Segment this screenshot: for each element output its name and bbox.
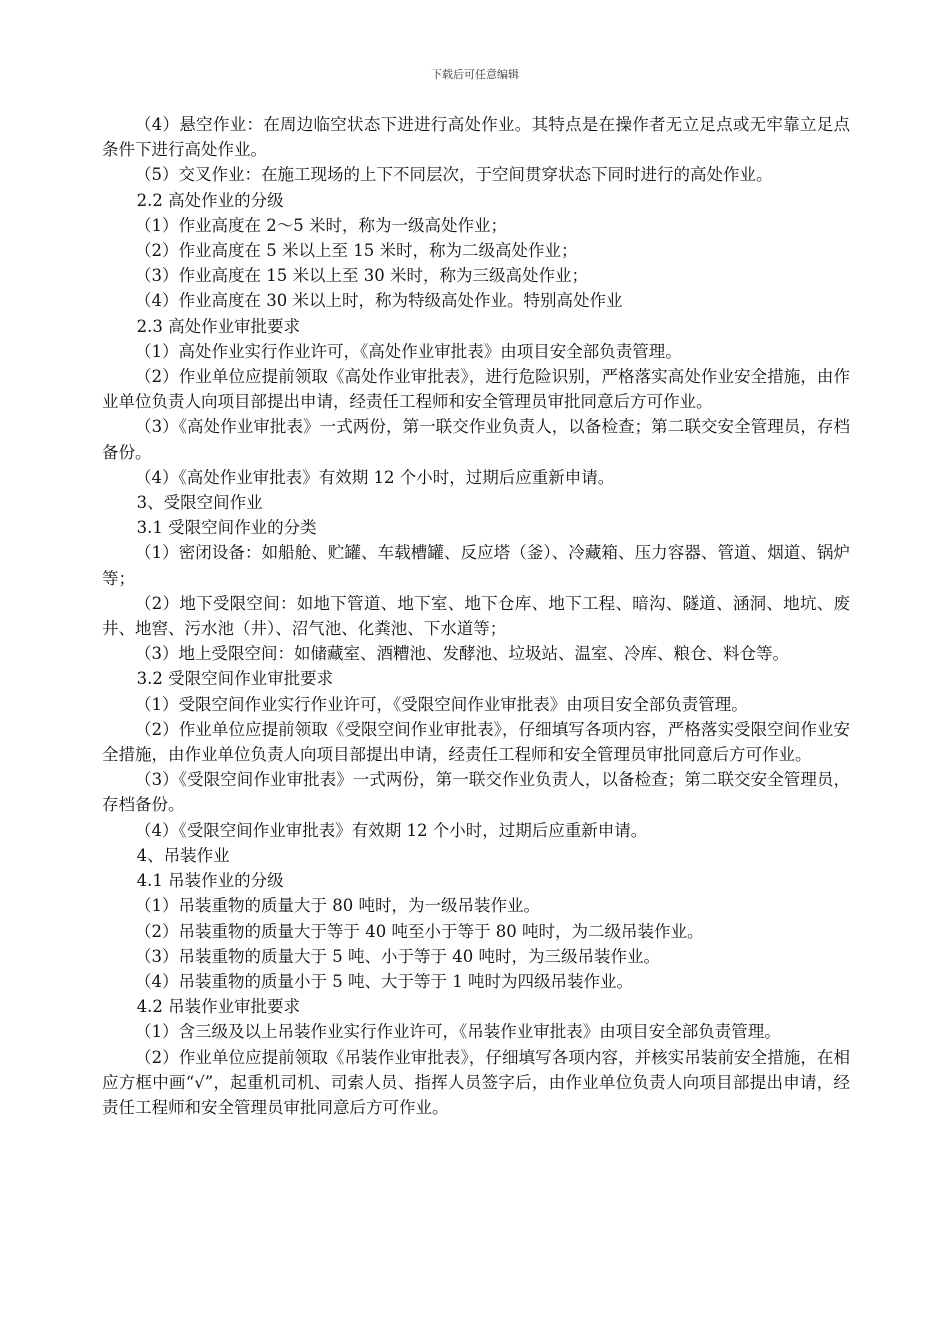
section-heading: 3.1 受限空间作业的分类 xyxy=(136,518,317,538)
body-paragraph: （2）作业单位应提前领取《吊装作业审批表》，仔细填写各项内容，并核实吊装前安全措施，在相应方框中画“√”，起重机司机、司索人员、指挥人员签字后，由作业单位负责人向项目部提出申请，经责任工程师和安全管理员审批同意后方可作业。 xyxy=(102,1047,850,1117)
body-paragraph: （3）吊装重物的质量大于 5 吨、小于等于 40 吨时，为三级吊装作业。 xyxy=(135,946,660,966)
body-paragraph: （4）悬空作业：在周边临空状态下进进行高处作业。其特点是在操作者无立足点或无牢靠立足点条件下进行高处作业。 xyxy=(102,115,850,160)
section-heading: 2.2 高处作业的分级 xyxy=(136,190,284,210)
body-paragraph: （3）《高处作业审批表》一式两份，第一联交作业负责人，以备检查；第二联交安全管理员，存档备份。 xyxy=(102,417,850,462)
body-paragraph: （2）地下受限空间：如地下管道、地下室、地下仓库、地下工程、暗沟、隧道、涵洞、地坑、废井、地窖、污水池（井）、沼气池、化粪池、下水道等； xyxy=(102,593,850,639)
body-paragraph: （3）地上受限空间：如储藏室、酒糟池、发酵池、垃圾站、温室、冷库、粮仓、料仓等。 xyxy=(135,644,789,664)
body-paragraph: （2）作业单位应提前领取《高处作业审批表》，进行危险识别，严格落实高处作业安全措施，由作业单位负责人向项目部提出申请，经责任工程师和安全管理员审批同意后方可作业。 xyxy=(102,367,850,412)
body-paragraph: （1）含三级及以上吊装作业实行作业许可，《吊装作业审批表》由项目安全部负责管理。 xyxy=(135,1022,781,1042)
body-paragraph: （3）作业高度在 15 米以上至 30 米时，称为三级高处作业； xyxy=(135,266,588,286)
body-paragraph: （5）交叉作业：在施工现场的上下不同层次，于空间贯穿状态下同时进行的高处作业。 xyxy=(135,165,773,185)
body-paragraph: （1）高处作业实行作业许可，《高处作业审批表》由项目安全部负责管理。 xyxy=(135,341,682,361)
body-paragraph: （2）作业高度在 5 米以上至 15 米时，称为二级高处作业； xyxy=(135,241,578,261)
body-paragraph: （1）密闭设备：如船舱、贮罐、车载槽罐、反应塔（釜）、冷藏箱、压力容器、管道、烟道、锅炉等； xyxy=(102,543,850,588)
section-heading: 4.1 吊装作业的分级 xyxy=(136,871,284,891)
section-heading: 2.3 高处作业审批要求 xyxy=(136,316,301,336)
body-paragraph: （1）作业高度在 2～5 米时，称为一级高处作业； xyxy=(135,215,507,235)
body-paragraph: （1）受限空间作业实行作业许可，《受限空间作业审批表》由项目安全部负责管理。 xyxy=(135,694,748,714)
section-heading: 4、吊装作业 xyxy=(136,845,230,865)
section-heading: 4.2 吊装作业审批要求 xyxy=(136,997,301,1017)
document-body xyxy=(102,112,850,1120)
section-heading: 3.2 受限空间作业审批要求 xyxy=(136,669,334,689)
body-paragraph: （1）吊装重物的质量大于 80 吨时，为一级吊装作业。 xyxy=(135,896,540,916)
body-paragraph: （2）吊装重物的质量大于等于 40 吨至小于等于 80 吨时，为二级吊装作业。 xyxy=(135,921,704,941)
body-paragraph: （4）吊装重物的质量小于 5 吨、大于等于 1 吨时为四级吊装作业。 xyxy=(135,971,633,991)
body-paragraph: （3）《受限空间作业审批表》一式两份，第一联交作业负责人，以备检查；第二联交安全管理员，存档备份。 xyxy=(102,770,850,815)
section-heading: 3、受限空间作业 xyxy=(136,493,263,513)
body-paragraph: （2）作业单位应提前领取《受限空间作业审批表》，仔细填写各项内容，严格落实受限空间作业安全措施，由作业单位负责人向项目部提出申请，经责任工程师和安全管理员审批同意后方可作业。 xyxy=(102,719,850,765)
body-paragraph: （4）《受限空间作业审批表》有效期 12 个小时，过期后应重新申请。 xyxy=(135,820,648,840)
body-paragraph: （4）作业高度在 30 米以上时，称为特级高处作业。特别高处作业 xyxy=(135,291,623,311)
body-paragraph: （4）《高处作业审批表》有效期 12 个小时，过期后应重新申请。 xyxy=(135,467,615,487)
page-header-note: 下载后可任意编辑 xyxy=(431,68,519,81)
